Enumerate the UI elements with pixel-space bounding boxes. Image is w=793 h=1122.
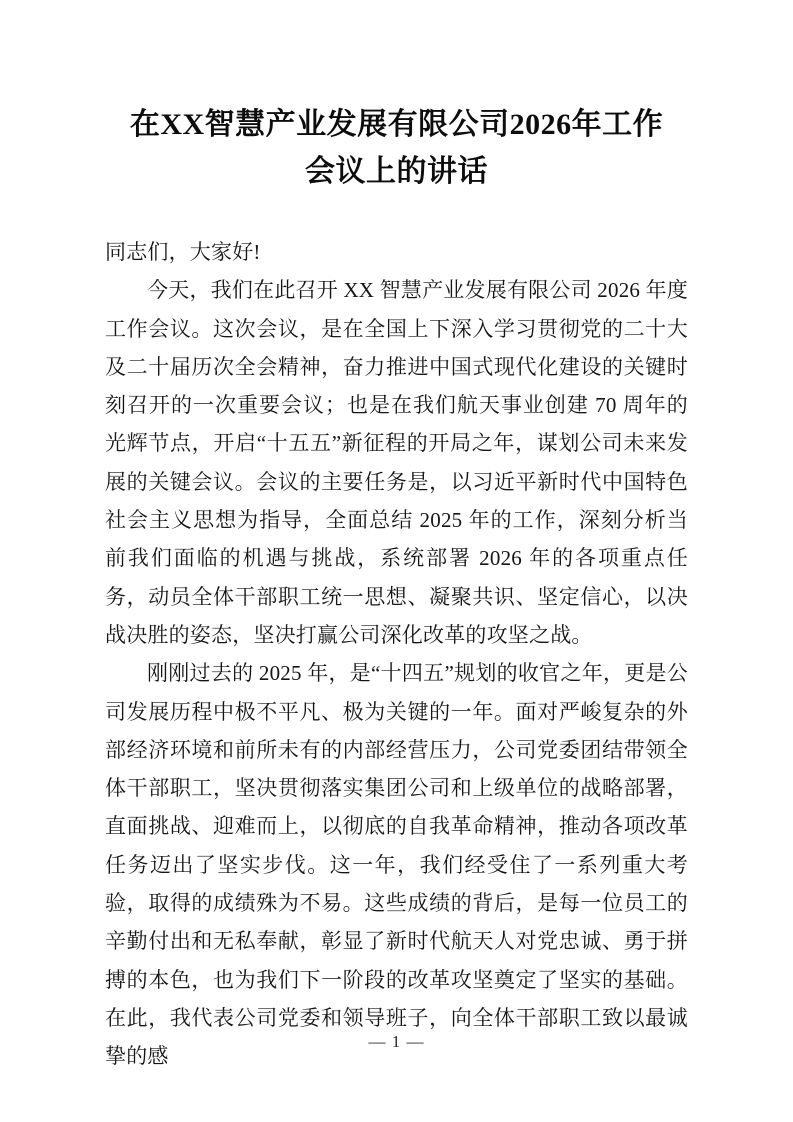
document-body [105,233,688,1076]
body-paragraph-1: 今天，我们在此召开 XX 智慧产业发展有限公司 2026 年度工作会议。这次会议，是在全国上下深入学习贯彻党的二十大及二十届历次全会精神，奋力推进中国式现代化建设的关键时刻召开的一次重要会议；也是在我们航天事业创建 70 周年的光辉节点，开启“十五五”新征程的开局之年，谋划公司未来发展的关键会议。会议的主要任务是，以习近平新时代中国特色社会主义思想为指导，全面总结 2025 年的工作，深刻分析当前我们面临的机遇与挑战，系统部署 2026 年的各项重点任务，动员全体干部职工统一思想、凝聚共识、坚定信心，以决战决胜的姿态，坚决打赢公司深化改革的攻坚之战。 [105,278,688,647]
document-title [105,101,688,195]
document-content [105,101,688,1076]
greeting-line: 同志们，大家好! [105,240,261,264]
document-title-line-1: 在XX智慧产业发展有限公司2026年工作 [129,108,664,141]
page-number: — 1 — [368,1032,425,1051]
body-paragraph-2: 刚刚过去的 2025 年，是“十四五”规划的收官之年，更是公司发展历程中极不平凡、极为关键的一年。面对严峻复杂的外部经济环境和前所未有的内部经营压力，公司党委团结带领全体干部职工，坚决贯彻落实集团公司和上级单位的战略部署，直面挑战、迎难而上，以彻底的自我革命精神，推动各项改革任务迈出了坚实步伐。这一年，我们经受住了一系列重大考验，取得的成绩殊为不易。这些成绩的背后，是每一位员工的辛勤付出和无私奉献，彰显了新时代航天人对党忠诚、勇于拼搏的本色，也为我们下一阶段的改革攻坚奠定了坚实的基础。在此，我代表公司党委和领导班子，向全体干部职工致以最诚挚的感 [105,661,688,1069]
document-title-line-2: 会议上的讲话 [305,155,488,188]
page-number-footer [0,1031,793,1053]
